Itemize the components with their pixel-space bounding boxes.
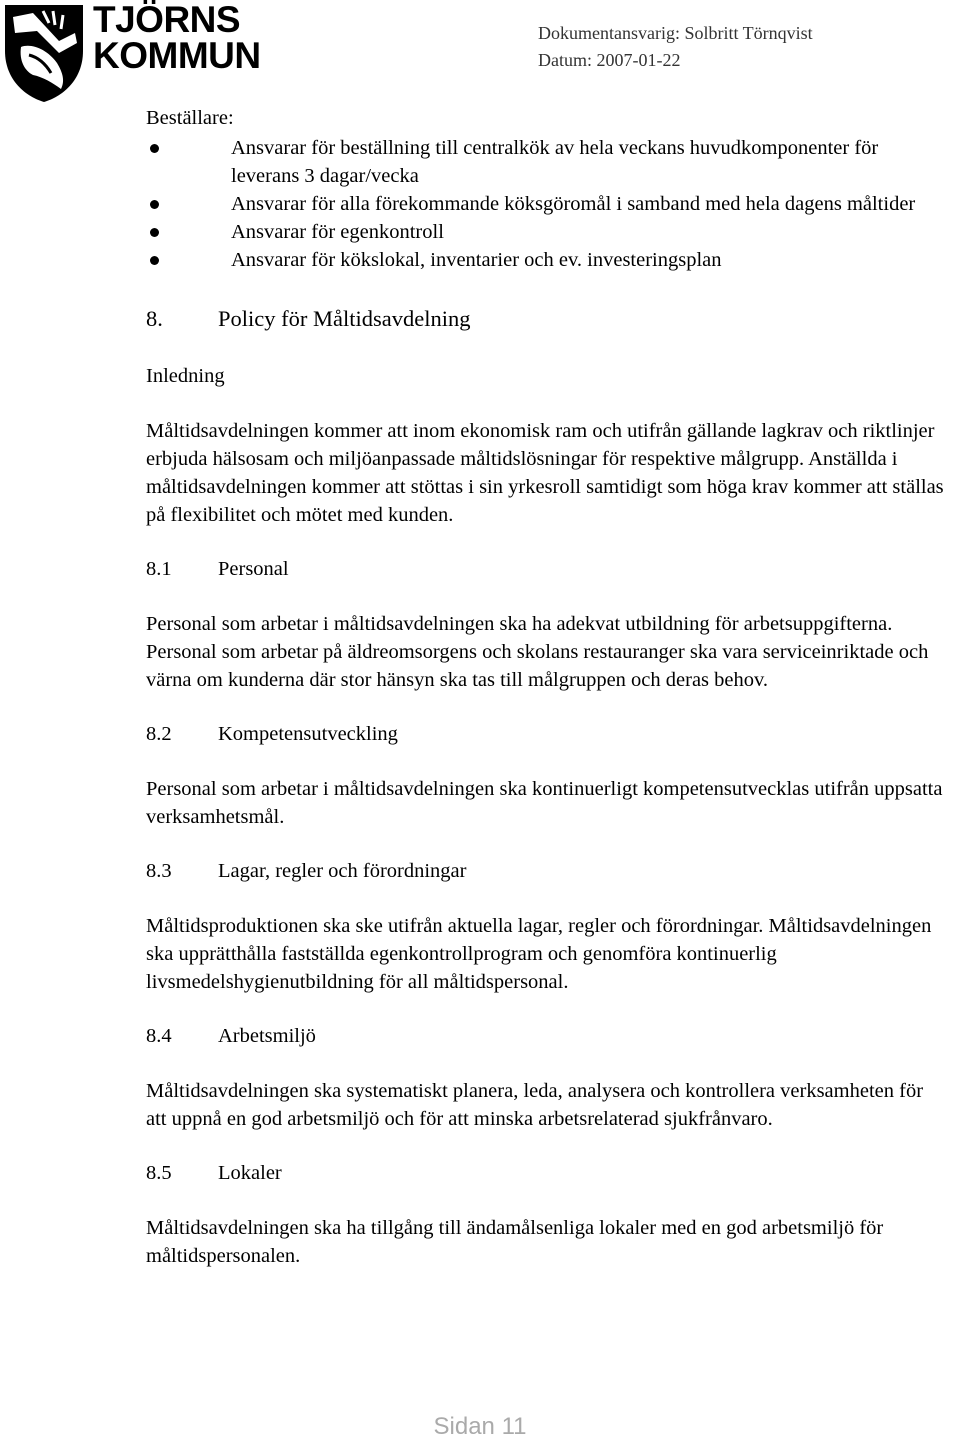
subsection-heading (146, 1022, 946, 1050)
org-name-line1: TJÖRNS (93, 0, 241, 40)
section-number: 8. (146, 306, 163, 331)
document-meta (538, 20, 813, 74)
list-item (146, 246, 946, 274)
bullet-icon (150, 228, 159, 237)
subsection-paragraph: Måltidsavdelningen ska systematiskt planera, leda, analysera och kontrollera verksamheten för att uppnå en god arbetsmiljö och för att minska arbetsrelaterad sjukfrånvaro. (146, 1080, 924, 1130)
page-number: Sidan 11 (433, 1413, 527, 1440)
document-date: Datum: 2007-01-22 (538, 50, 681, 70)
org-name-line2: KOMMUN (93, 35, 261, 76)
document-responsible: Dokumentansvarig: Solbritt Törnqvist (538, 23, 813, 43)
subsection-number: 8.2 (146, 723, 172, 745)
list-item-text: Ansvarar för beställning till centralkök av hela veckans huvudkomponenter för leverans 3 dagar/vecka (231, 137, 879, 187)
subsection-title: Arbetsmiljö (218, 1025, 316, 1047)
subsection-heading (146, 720, 946, 748)
subsection-title: Lokaler (218, 1162, 282, 1184)
subsection-paragraph: Måltidsavdelningen ska ha tillgång till ändamålsenliga lokaler med en god arbetsmiljö för måltidspersonalen. (146, 1217, 884, 1267)
subsection-heading (146, 1159, 946, 1187)
subsection-paragraph: Personal som arbetar i måltidsavdelningen ska kontinuerligt kompetensutvecklas utifrån uppsatta verksamhetsmål. (146, 778, 943, 828)
page-header (0, 0, 960, 110)
subsection-title: Personal (218, 558, 289, 580)
subsection-paragraph: Måltidsproduktionen ska ske utifrån aktuella lagar, regler och förordningar. Måltidsavdelningen ska upprätthålla fastställda egenkontrollprogram och genomföra kontinuerlig livsmedelshygienutbildning för all måltidspersonal. (146, 915, 932, 993)
list-item-text: Ansvarar för egenkontroll (231, 221, 444, 243)
intro-heading: Inledning (146, 365, 225, 387)
document-body (146, 104, 946, 1270)
subsection-heading (146, 857, 946, 885)
list-item-text: Ansvarar för kökslokal, inventarier och ev. investeringsplan (231, 249, 722, 271)
bullet-icon (150, 256, 159, 265)
subsection-number: 8.1 (146, 558, 172, 580)
orderer-list (146, 134, 946, 274)
subsection-paragraph: Personal som arbetar i måltidsavdelningen ska ha adekvat utbildning för arbetsuppgifterna. Personal som arbetar på äldreomsorgens och skolans restauranger ska vara serviceinriktade och värna om kunderna där stor hänsyn ska tas till målgruppen och deras behov. (146, 613, 929, 691)
list-item (146, 218, 946, 246)
subsection-heading (146, 555, 946, 583)
bullet-icon (150, 200, 159, 209)
subsection-title: Kompetensutveckling (218, 723, 398, 745)
intro-paragraph: Måltidsavdelningen kommer att inom ekonomisk ram och utifrån gällande lagkrav och riktlinjer erbjuda hälsosam och miljöanpassade måltidslösningar för respektive målgrupp. Anställda i måltidsavdelningen kommer att stöttas i sin yrkesroll samtidigt som höga krav kommer att ställas på flexibilitet och mötet med kunden. (146, 420, 944, 526)
section-title: Policy för Måltidsavdelning (218, 306, 471, 331)
list-item-text: Ansvarar för alla förekommande köksgöromål i samband med hela dagens måltider (231, 193, 916, 215)
bullet-icon (150, 144, 159, 153)
organization-name (93, 2, 261, 74)
section-heading (146, 304, 946, 334)
list-item (146, 190, 946, 218)
subsection-number: 8.4 (146, 1025, 172, 1047)
subsection-number: 8.3 (146, 860, 172, 882)
subsection-title: Lagar, regler och förordningar (218, 860, 467, 882)
municipality-logo (3, 3, 85, 103)
orderer-heading: Beställare: (146, 107, 234, 129)
list-item (146, 134, 946, 190)
subsection-number: 8.5 (146, 1162, 172, 1184)
coat-of-arms-icon (3, 3, 85, 103)
